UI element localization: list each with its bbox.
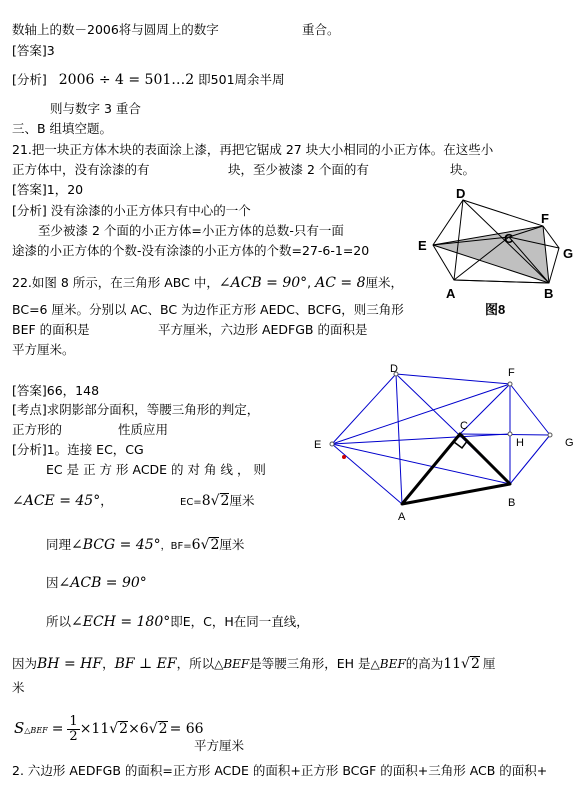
key-point-line-1: [考点]求阴影部分面积，等腰三角形的判定， — [12, 402, 260, 417]
line-text: 厘米， — [365, 275, 404, 290]
comma: ， — [100, 493, 113, 508]
label: ，所以 — [176, 656, 215, 671]
label-d: D — [456, 186, 466, 201]
label-f: F — [541, 211, 549, 226]
label-h: H — [516, 437, 524, 449]
math-triangle: △BEF — [370, 657, 406, 671]
label-e: E — [418, 238, 427, 253]
math-perp: BF ⊥ EF — [114, 656, 177, 672]
unit: 厘米 — [229, 493, 255, 508]
analysis-text: 即501周余半周 — [198, 72, 285, 87]
analysis-22-line-2: EC 是 正 方 形 ACDE 的 对 角 线 ， 则 — [46, 462, 266, 477]
radicand: 2 — [220, 493, 230, 509]
math-angle: ∠ECH = 180° — [71, 614, 171, 630]
analysis-21-line-1: [分析] 没有涂漆的小正方体只有中心的一个 — [12, 203, 251, 218]
label: 的高为 — [405, 656, 444, 671]
segment-cg — [460, 434, 550, 435]
segment-fg — [510, 384, 550, 435]
fraction — [67, 715, 79, 744]
label-d: D — [390, 363, 398, 375]
math-length: AC = 8 — [315, 275, 366, 291]
analysis-21-line-3: 途漆的小正方体的个数-没有涂漆的小正方体的个数=27-6-1=20 — [12, 243, 370, 258]
label: 同理 — [46, 537, 72, 552]
label: 因为 — [12, 656, 38, 671]
division-formula: 2006 ÷ 4 = 501…2 — [58, 72, 195, 88]
key-point-line-2b: 性质应用 — [118, 422, 169, 437]
unit-continuation: 米 — [12, 680, 25, 695]
line-text: 数轴上的数－2006将与圆周上的数字 — [12, 22, 219, 37]
segment-eb — [332, 444, 510, 484]
problem-21-line-2c: 块。 — [450, 162, 476, 177]
analysis-line — [12, 72, 285, 88]
segment-ea — [332, 444, 402, 504]
problem-21-line-2a: 正方体中，没有涂漆的有 — [12, 162, 150, 177]
point-h — [508, 432, 512, 436]
problem-22-line-2: BC=6 厘米。分别以 AC、BC 为边作正方形 AEDC、BCFG，则三角形 — [12, 302, 404, 317]
result: = 66 — [169, 721, 204, 737]
math-angle: ∠ACB = 90° — [218, 275, 308, 291]
answer-21: [答案]1，20 — [12, 182, 84, 197]
equals: = — [51, 721, 64, 737]
coef: 11 — [443, 656, 462, 672]
factor: ×6 — [128, 721, 149, 737]
label-a: A — [446, 286, 456, 301]
text-line-1 — [12, 22, 219, 38]
math-angle: ∠BCG = 45° — [71, 537, 161, 553]
triangle-acb — [402, 434, 510, 504]
radicand: 2 — [119, 721, 129, 737]
figure-8-diagram — [410, 180, 581, 325]
analysis-label: [分析] — [12, 72, 47, 87]
label-a: A — [398, 511, 406, 522]
area-unit: 平方厘米 — [194, 738, 245, 753]
label: EC= — [180, 497, 202, 508]
label: ，BF= — [160, 541, 192, 552]
denominator: 2 — [69, 729, 78, 744]
angle-bcg-line: 同理∠BCG = 45°，BF=6√2厘米 — [46, 537, 245, 553]
label: 所以 — [46, 614, 72, 629]
answer-label: [答案]3 — [12, 43, 55, 58]
radicand: 2 — [210, 537, 220, 553]
line-text: 即E，C，H在同一直线， — [170, 614, 309, 629]
analysis-21-line-2: 至少被漆 2 个面的小正方体=小正方体的总数-只有一面 — [38, 223, 344, 238]
math-angle: ∠ACB = 90° — [58, 575, 147, 591]
segment-ab — [454, 280, 549, 283]
math-triangle: △BEF — [214, 657, 250, 671]
label-c: C — [460, 420, 468, 432]
label-f: F — [508, 367, 515, 379]
label-b: B — [508, 497, 516, 509]
text-line-4: 则与数字 3 重合 — [50, 101, 141, 116]
label-c: C — [504, 231, 514, 246]
isosceles-line: 因为BH = HF，BF ⊥ EF，所以△BEF是等腰三角形，EH 是△BEF的高为11√2 厘 — [12, 656, 496, 672]
problem-22-line-4: 平方厘米。 — [12, 342, 75, 357]
label-e: E — [314, 439, 322, 451]
numerator: 1 — [69, 714, 78, 729]
hexagon-area-line: 2. 六边形 AEDFGB 的面积=正方形 ACDE 的面积+正方形 BCGF 的面积+三角形 ACB 的面积+ — [12, 763, 548, 778]
unit: 厘米 — [219, 537, 245, 552]
problem-22-line-3b: 平方厘米，六边形 AEDFGB 的面积是 — [158, 322, 368, 337]
key-point-line-2a: 正方形的 — [12, 422, 63, 437]
segment-da — [396, 374, 402, 504]
radicand: 2 — [158, 721, 168, 737]
figure-caption: 图8 — [485, 302, 506, 317]
label-b: B — [544, 286, 554, 301]
text-line-1-end: 重合。 — [302, 22, 340, 37]
section-heading: 三、B 组填空题。 — [12, 121, 113, 136]
label-g: G — [563, 246, 574, 261]
factor: ×11 — [79, 721, 110, 737]
math-angle: ∠ACE = 45° — [12, 493, 101, 509]
coef: 8 — [201, 493, 211, 509]
problem-21-line-1: 21.把一块正方体木块的表面涂上漆，再把它锯成 27 块大小相同的小正方体。在这些小 — [12, 142, 494, 157]
area-formula: S△BEF = $\frac{1}{2}$ ×11√2×6√2 = 66 — [14, 714, 204, 744]
ec-length: EC=8√2厘米 — [180, 493, 255, 509]
problem-22-line-3a: BEF 的面积是 — [12, 322, 90, 337]
area-subscript: △BEF — [24, 726, 48, 735]
line-text: 22.如图 8 所示，在三角形 ABC 中， — [12, 275, 219, 290]
red-dot — [342, 455, 346, 459]
math-eq: BH = HF — [37, 656, 103, 672]
angle-ace-line — [12, 493, 113, 509]
point-e — [330, 442, 334, 446]
point-f — [508, 382, 512, 386]
problem-21-line-2b: 块，至少被漆 2 个面的有 — [228, 162, 369, 177]
label: 是等腰三角形，EH 是 — [249, 656, 371, 671]
answer-22: [答案]66，148 — [12, 383, 100, 398]
label-g: G — [565, 437, 574, 449]
unit: 厘 — [482, 656, 496, 671]
coef: 6 — [191, 537, 201, 553]
analysis-diagram — [310, 362, 581, 522]
problem-22-line-1: 22.如图 8 所示，在三角形 ABC 中，∠ACB = 90°, AC = 8厘米， — [12, 275, 404, 291]
point-g — [548, 433, 552, 437]
angle-acb-line — [46, 575, 147, 591]
area-symbol: S — [14, 719, 25, 737]
analysis-22-line-1: [分析]1。连接 EC，CG — [12, 442, 144, 457]
angle-ech-line — [46, 614, 309, 630]
label: 因 — [46, 575, 59, 590]
segment-df — [396, 374, 510, 384]
radicand: 2 — [470, 656, 480, 672]
